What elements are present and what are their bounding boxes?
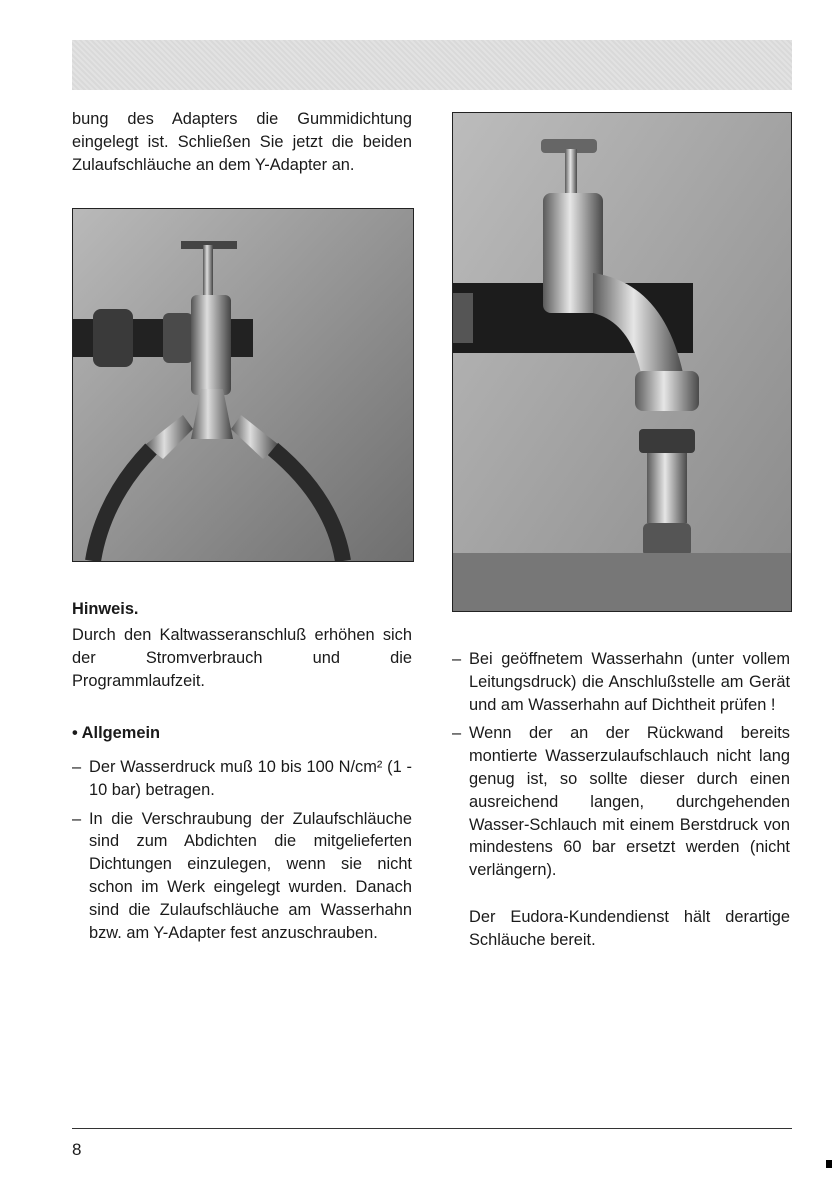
photo-water-tap [452, 112, 792, 612]
list-item [452, 648, 790, 716]
list-marker: – [452, 724, 462, 743]
note-heading: Hinweis. [72, 600, 139, 618]
scan-mark [826, 1160, 832, 1168]
header-band [72, 40, 792, 90]
left-list [72, 756, 412, 950]
intro-text: bung des Adapters die Gummidichtung eingelegt ist. Schließen Sie jetzt die beiden Zulaufschläuche an dem Y-Adapter an. [72, 110, 412, 174]
footer-rule [72, 1128, 792, 1129]
list-item-text: In die Verschraubung der Zulaufschläuche sind zum Abdichten die mitgelieferten Dichtungen einzulegen, wenn sie nicht schon im Werk eingelegt wurden. Danach sind die Zulaufschläuche am Wasserhahn bzw. am Y-Adapter fest anzuschrauben. [89, 809, 412, 942]
page-number: 8 [72, 1140, 82, 1159]
list-marker: – [72, 809, 82, 828]
list-item-text: Wenn der an der Rückwand bereits montierte Wasserzulaufschlauch nicht lang genug ist, so sollte dieser durch einen ausreichend langen, durchgehenden Wasser-Schlauch mit einem Berstdruck von mindestens 60 bar ersetzt werden (nicht verlängern). [469, 724, 790, 880]
photo-y-adapter [72, 208, 414, 562]
right-list [452, 648, 790, 888]
list-item [72, 756, 412, 802]
list-marker: – [452, 650, 462, 668]
list-item [72, 808, 412, 945]
list-item [452, 722, 790, 882]
list-marker: – [72, 758, 82, 776]
list-item-text: Bei geöffnetem Wasserhahn (unter vollem Leitungsdruck) die Anschlußstelle am Gerät und am Wasserhahn auf Dichtheit prüfen ! [469, 650, 790, 714]
section-heading-allgemein: • Allgemein [72, 724, 161, 742]
note-text: Durch den Kaltwasseranschluß erhöhen sich der Stromverbrauch und die Programmlaufzeit. [72, 626, 412, 690]
y-adapter-image [73, 209, 413, 561]
closing-text: Der Eudora-Kundendienst hält derartige Schläuche bereit. [469, 908, 790, 949]
water-tap-image [453, 113, 791, 611]
list-item-text: Der Wasserdruck muß 10 bis 100 N/cm² (1 - 10 bar) betragen. [89, 758, 412, 799]
